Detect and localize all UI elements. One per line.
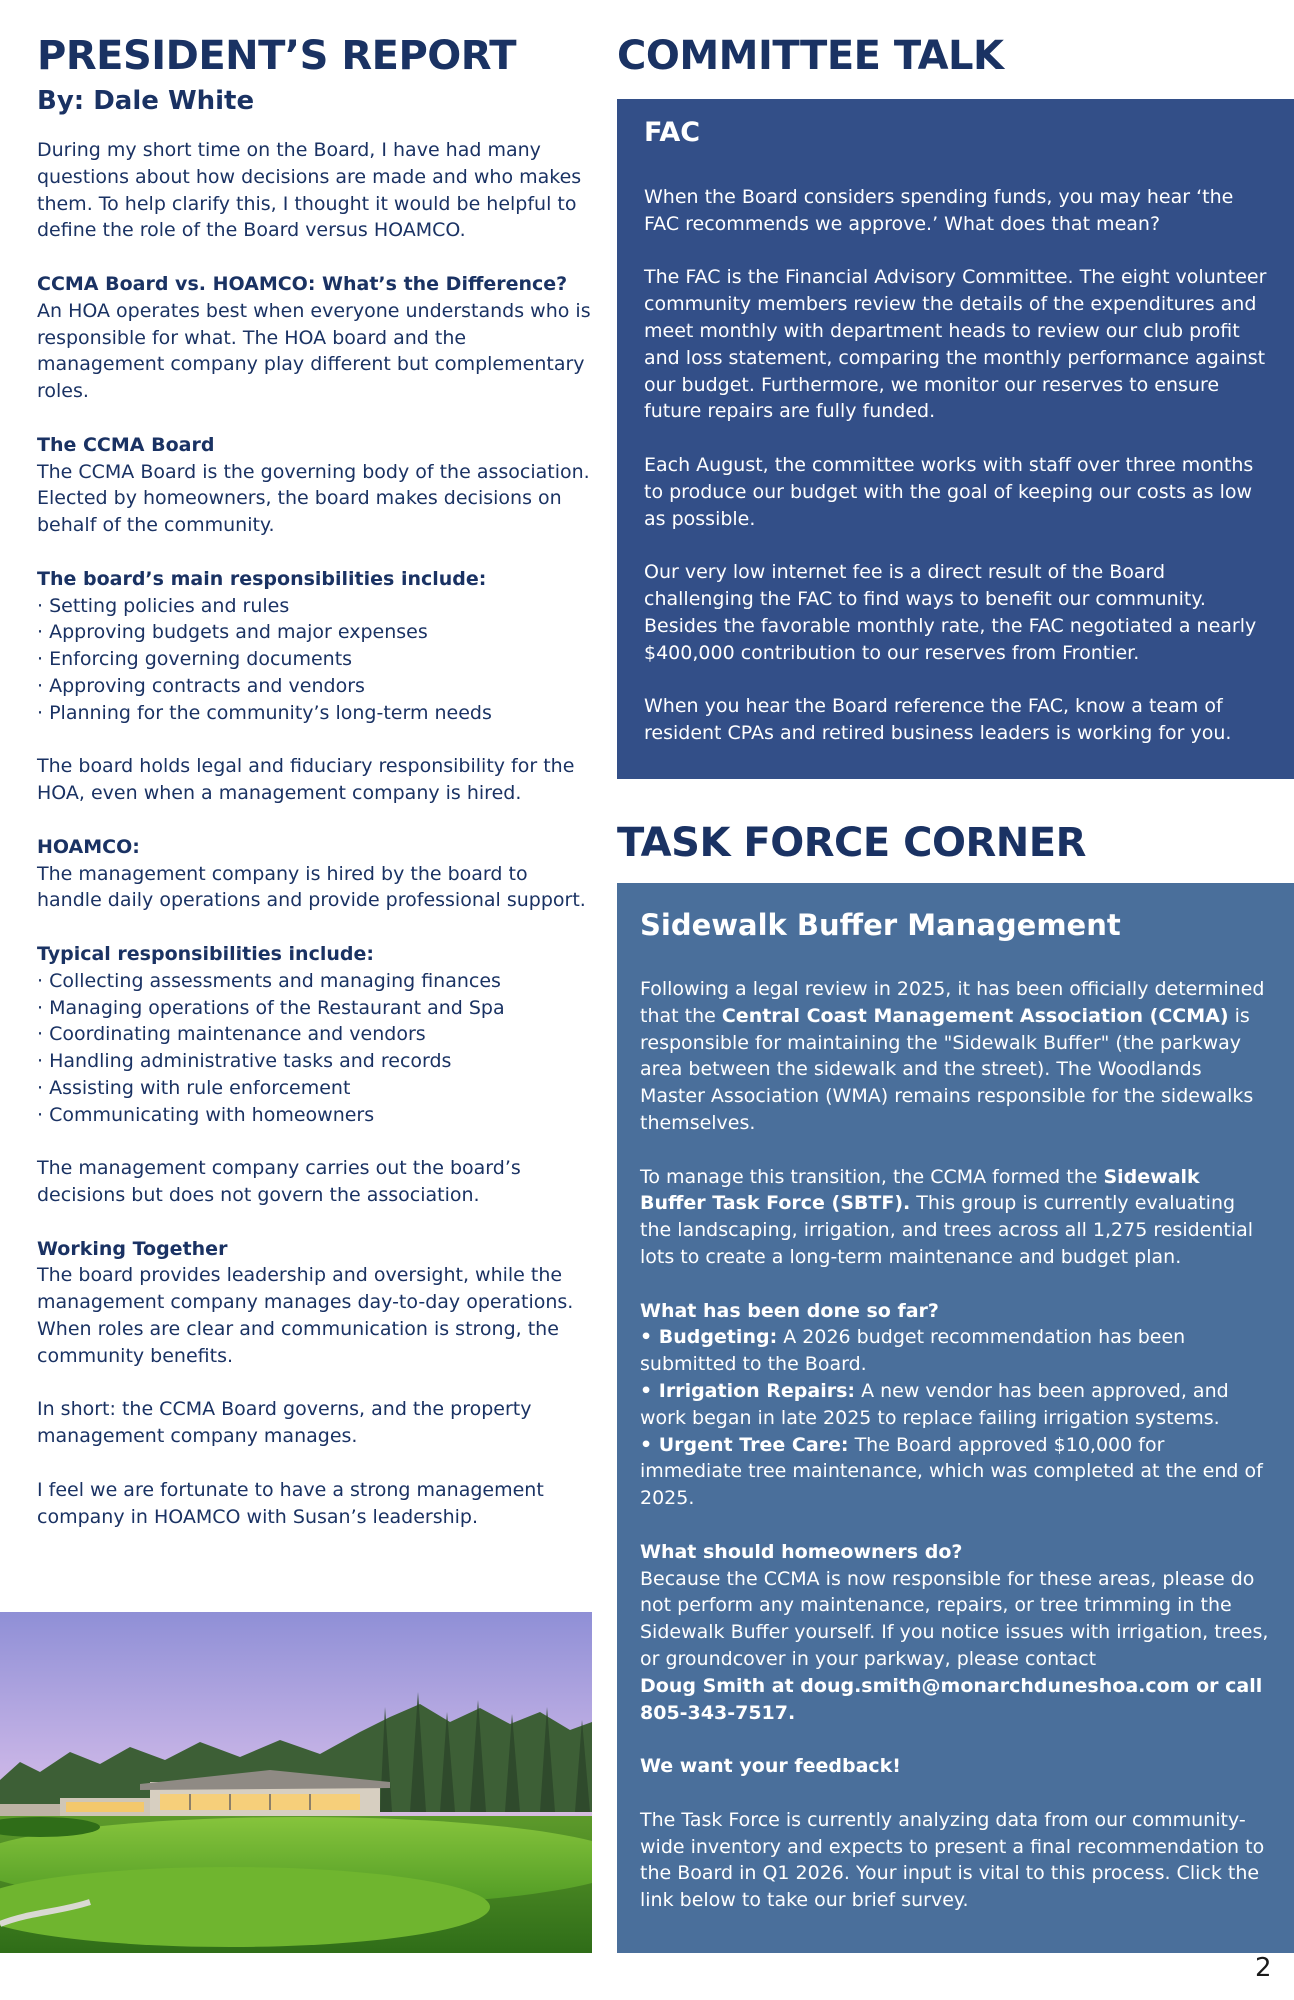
transition-paragraph bbox=[640, 1164, 1270, 1271]
difference-heading: CCMA Board vs. HOAMCO: What’s the Difference? bbox=[37, 272, 568, 295]
clubhouse-golf-course-photo bbox=[0, 1612, 592, 1953]
board-responsibilities-heading: The board’s main responsibilities include: bbox=[37, 567, 487, 590]
working-together-section bbox=[37, 1236, 593, 1370]
list-item: · Planning for the community’s long-term needs bbox=[37, 700, 593, 727]
text-run: This group is currently evaluating the landscaping, irrigation, and trees across all 1,275 residential lots to create a long-term maintenance and budget plan. bbox=[640, 1192, 1254, 1268]
legal-review-paragraph bbox=[640, 976, 1270, 1137]
item-label: • Irrigation Repairs: bbox=[640, 1379, 856, 1402]
done-item-irrigation bbox=[640, 1378, 1270, 1432]
typical-responsibilities-list bbox=[37, 968, 593, 1129]
typical-responsibilities-heading: Typical responsibilities include: bbox=[37, 942, 374, 965]
item-text: A new vendor has been approved, and work began in late 2025 to replace failing irrigation systems. bbox=[640, 1379, 1229, 1429]
list-item: · Managing operations of the Restaurant and Spa bbox=[37, 995, 593, 1022]
item-label: • Urgent Tree Care: bbox=[640, 1433, 849, 1456]
homeowners-section bbox=[640, 1539, 1270, 1727]
board-section bbox=[37, 432, 593, 539]
list-item: · Coordinating maintenance and vendors bbox=[37, 1021, 593, 1048]
text-run: is responsible for maintaining the "Sidewalk Buffer" (the parkway area between the sidewalk and the street). The Woodlands Master Association (WMA) remains responsible for the sidewalks themselves. bbox=[640, 1004, 1254, 1134]
list-item: · Collecting assessments and managing finances bbox=[37, 968, 593, 995]
feedback-paragraph: The Task Force is currently analyzing data from our community-wide inventory and expects to present a final recommendation to the Board in Q1 2026. Your input is vital to this process. Click the link below to take our brief survey. bbox=[640, 1808, 1265, 1912]
board-responsibilities-list bbox=[37, 593, 593, 727]
list-item: · Approving budgets and major expenses bbox=[37, 619, 593, 646]
byline: By: Dale White bbox=[37, 86, 255, 116]
list-item: · Enforcing governing documents bbox=[37, 646, 593, 673]
presidents-report-heading: PRESIDENT’S REPORT bbox=[37, 33, 517, 79]
ccma-name: Central Coast Management Association (CCMA) bbox=[721, 1004, 1229, 1027]
committee-talk-heading: COMMITTEE TALK bbox=[617, 33, 1004, 79]
fac-body bbox=[644, 184, 1270, 747]
feedback-heading-text: We want your feedback! bbox=[640, 1755, 901, 1778]
list-item: · Communicating with homeowners bbox=[37, 1102, 593, 1129]
fac-paragraph: Each August, the committee works with staff over three months to produce our budget with the goal of keeping our costs as low as possible. bbox=[644, 453, 1254, 530]
sidewalk-buffer-box bbox=[617, 883, 1294, 1953]
done-item-trees bbox=[640, 1432, 1270, 1512]
hoamco-heading: HOAMCO: bbox=[37, 835, 140, 858]
fac-paragraph: The FAC is the Financial Advisory Committee. The eight volunteer community members review the details of the expenditures and meet monthly with department heads to review our club profit and loss statement, comparing the monthly performance against our budget. Furthermore, we monitor our reserves to ensure future repairs are fully funded. bbox=[644, 266, 1267, 423]
done-item-budgeting bbox=[640, 1324, 1270, 1378]
working-together-text: The board provides leadership and oversight, while the management company manages day-to-day operations. When roles are clear and communication is strong, the community benefits. bbox=[37, 1264, 574, 1367]
item-text: The Board approved $10,000 for immediate tree maintenance, which was completed at the end of 2025. bbox=[640, 1433, 1263, 1510]
fac-box bbox=[617, 99, 1294, 779]
done-so-far-heading: What has been done so far? bbox=[640, 1299, 939, 1322]
in-short-paragraph: In short: the CCMA Board governs, and the property management company manages. bbox=[37, 1398, 532, 1448]
sidewalk-buffer-title: Sidewalk Buffer Management bbox=[640, 908, 1121, 942]
sidewalk-buffer-body bbox=[640, 976, 1270, 1914]
intro-paragraph: During my short time on the Board, I have had many questions about how decisions are made and who makes them. To help clarify this, I thought it would be helpful to define the role of the Board versus HOAMCO. bbox=[37, 139, 582, 242]
board-text: The CCMA Board is the governing body of the association. Elected by homeowners, the board makes decisions on behalf of the community. bbox=[37, 460, 590, 537]
management-paragraph: The management company carries out the board’s decisions but does not govern the association. bbox=[37, 1157, 521, 1207]
text-run: Following a legal review in 2025, it has been officially determined that the bbox=[640, 978, 1265, 1027]
fac-paragraph: Our very low internet fee is a direct result of the Board challenging the FAC to find ways to benefit our community. Besides the favorable monthly rate, the FAC negotiated a nearly $400,000 contribution to our reserves from Frontier. bbox=[644, 561, 1257, 664]
contact-info: Doug Smith at doug.smith@monarchduneshoa.com or call 805-343-7517. bbox=[640, 1674, 1263, 1724]
feedback-heading bbox=[640, 1753, 1270, 1780]
homeowners-text: Because the CCMA is now responsible for these areas, please do not perform any maintenance, repairs, or tree trimming in the Sidewalk Buffer yourself. If you notice issues with irrigation, trees, or groundcover in your parkway, please contact bbox=[640, 1567, 1269, 1670]
task-force-corner-heading: TASK FORCE CORNER bbox=[617, 820, 1086, 866]
fac-paragraph: When the Board considers spending funds, you may hear ‘the FAC recommends we approve.’ What does that mean? bbox=[644, 186, 1234, 235]
item-label: • Budgeting: bbox=[640, 1326, 778, 1349]
presidents-report-body bbox=[37, 137, 593, 1557]
difference-text: An HOA operates best when everyone understands who is responsible for what. The HOA board and the management company play different but complementary roles. bbox=[37, 299, 591, 403]
hoamco-section bbox=[37, 834, 593, 914]
homeowners-heading: What should homeowners do? bbox=[640, 1540, 963, 1563]
text-run: To manage this transition, the CCMA formed the bbox=[640, 1165, 1104, 1188]
done-so-far-section bbox=[640, 1298, 1270, 1512]
list-item: · Approving contracts and vendors bbox=[37, 673, 593, 700]
closing-paragraph: I feel we are fortunate to have a strong management company in HOAMCO with Susan’s leadership. bbox=[37, 1478, 544, 1528]
page-number: 2 bbox=[1255, 1953, 1272, 1983]
working-together-heading: Working Together bbox=[37, 1237, 228, 1260]
sbtf-name: Sidewalk Buffer Task Force (SBTF). bbox=[640, 1165, 1200, 1215]
difference-section bbox=[37, 271, 593, 405]
item-text: A 2026 budget recommendation has been submitted to the Board. bbox=[640, 1326, 1186, 1376]
board-heading: The CCMA Board bbox=[37, 433, 215, 456]
fac-title: FAC bbox=[644, 117, 701, 148]
fac-paragraph: When you hear the Board reference the FAC, know a team of resident CPAs and retired business leaders is working for you. bbox=[644, 695, 1232, 744]
hoamco-text: The management company is hired by the board to handle daily operations and provide professional support. bbox=[37, 862, 586, 912]
list-item: · Assisting with rule enforcement bbox=[37, 1075, 593, 1102]
list-item: · Setting policies and rules bbox=[37, 593, 593, 620]
list-item: · Handling administrative tasks and records bbox=[37, 1048, 593, 1075]
board-legal-paragraph: The board holds legal and fiduciary responsibility for the HOA, even when a management company is hired. bbox=[37, 755, 575, 805]
